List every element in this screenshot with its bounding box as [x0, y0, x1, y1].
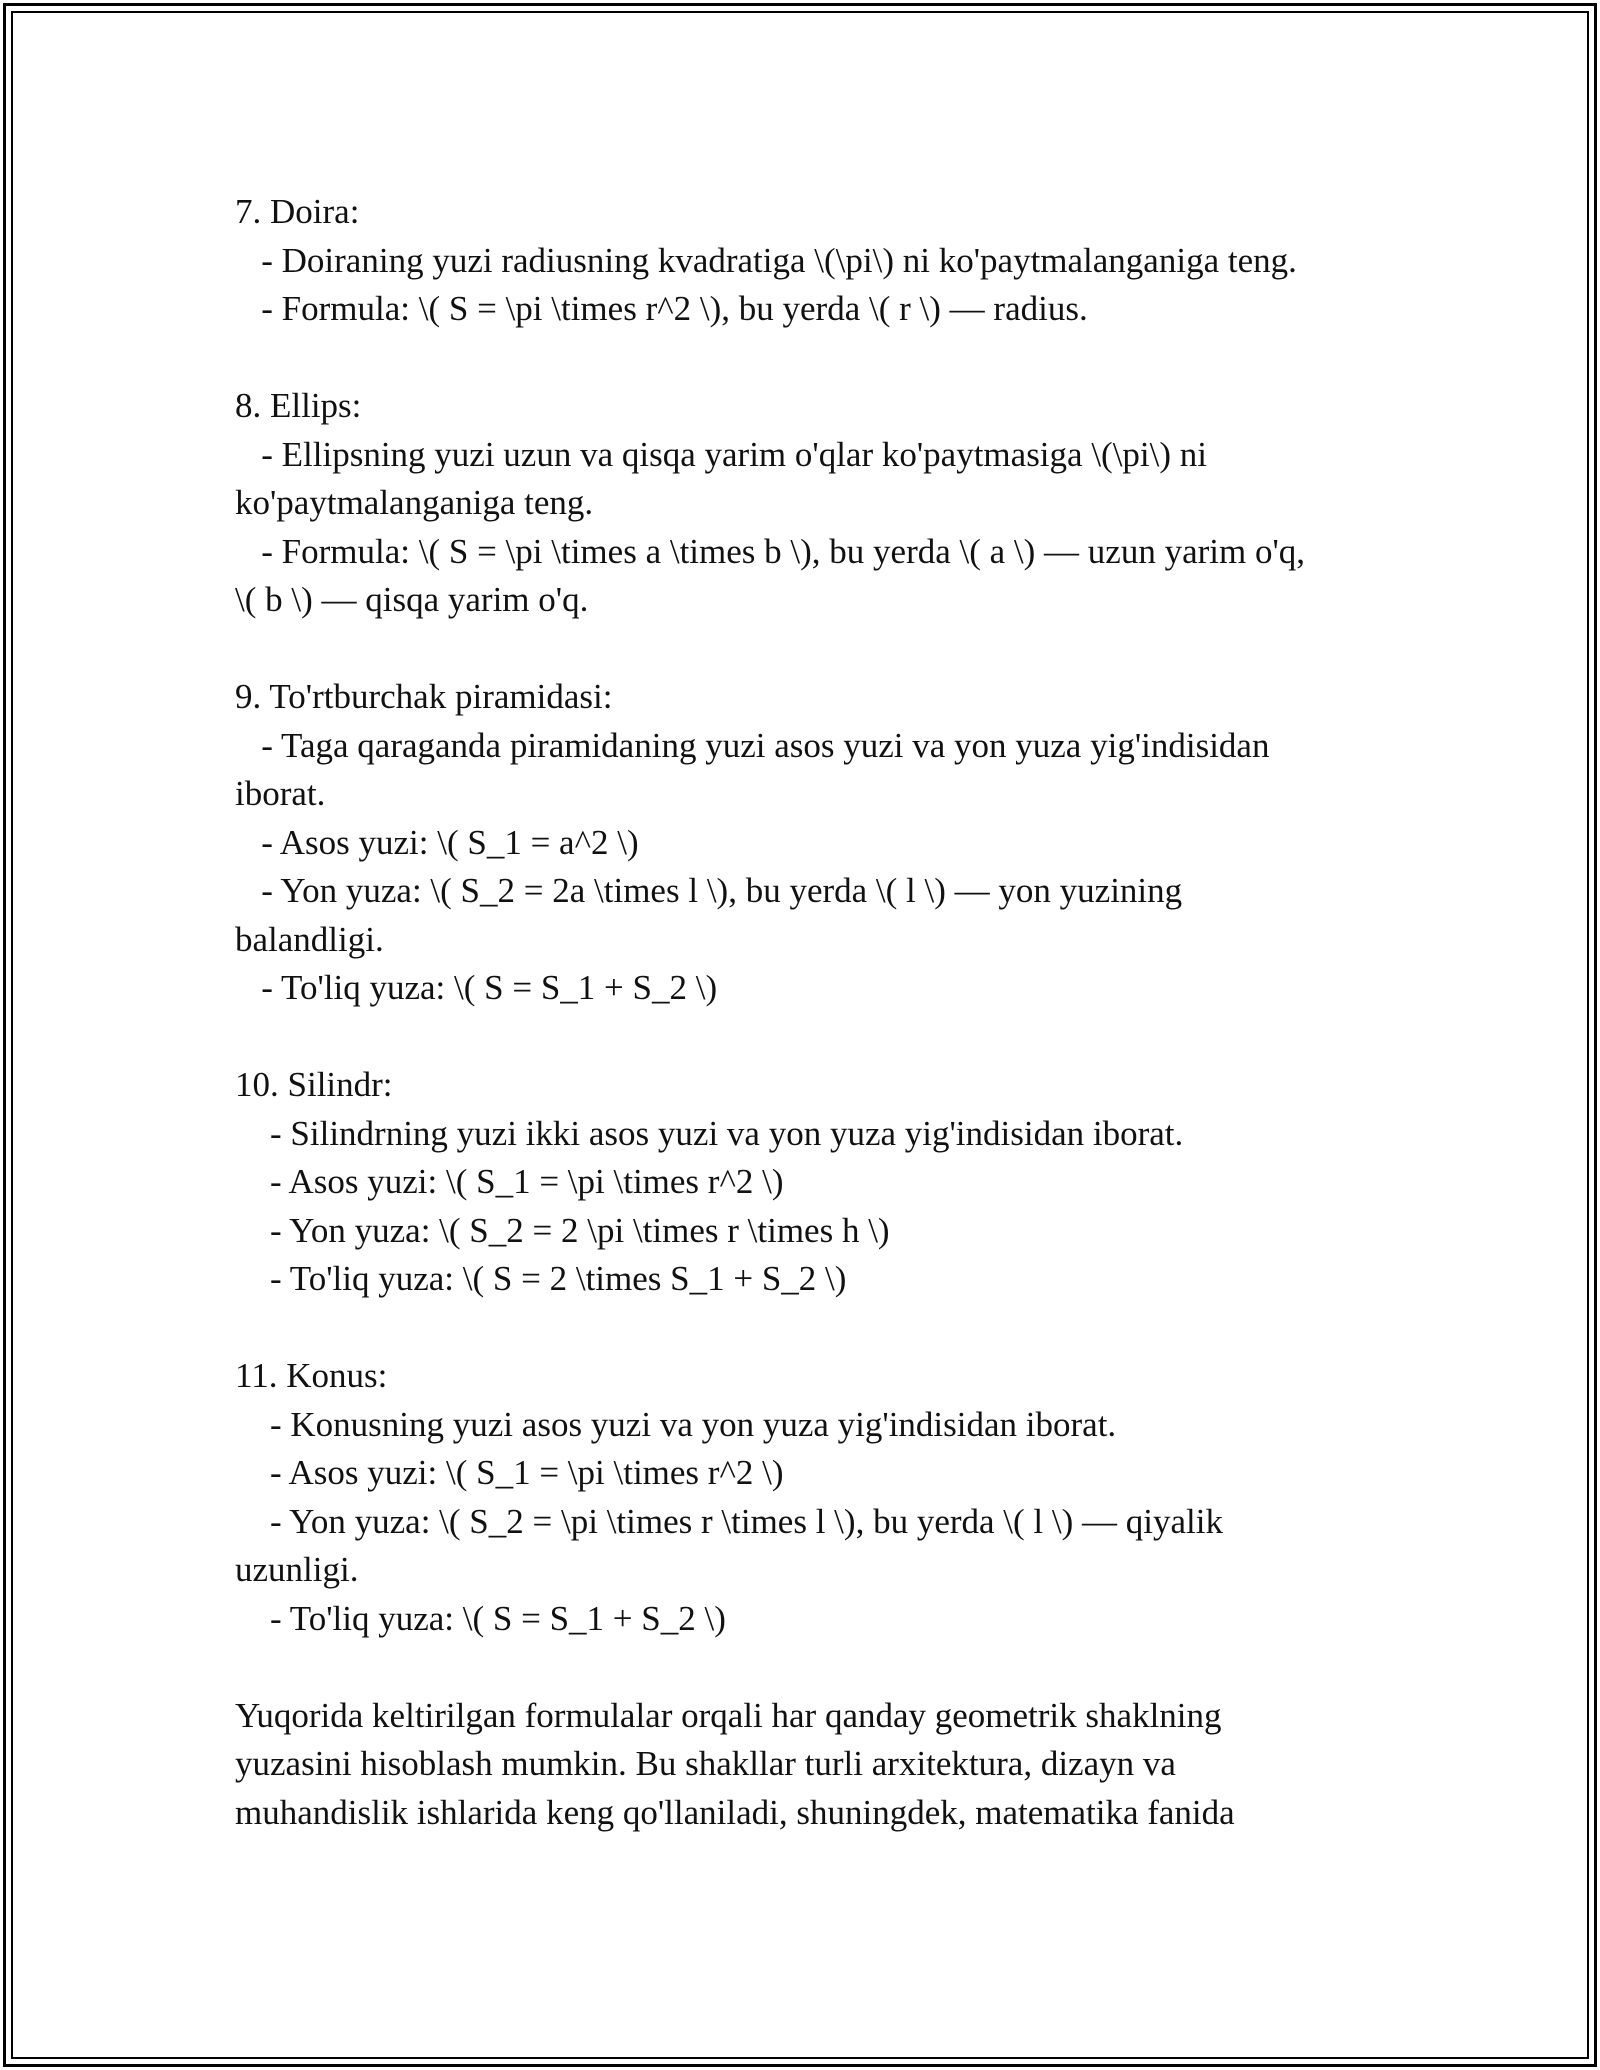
text-line: - Konusning yuzi asos yuzi va yon yuza yig'indisidan iborat. [235, 1404, 1117, 1444]
section-konus [235, 1352, 1370, 1643]
formula-line: - To'liq yuza: \( S = S_1 + S_2 \) [235, 1598, 726, 1638]
formula-line: - Asos yuzi: \( S_1 = a^2 \) [235, 822, 639, 862]
paragraph-gap [235, 1643, 1370, 1692]
text-line: ko'paytmalanganiga teng. [235, 483, 594, 522]
text-line: yuzasini hisoblash mumkin. Bu shakllar turli arxitektura, dizayn va [235, 1744, 1176, 1783]
formula-line: - Formula: \( S = \pi \times a \times b \), bu yerda \( a \) — uzun yarim o'q, [235, 531, 1306, 571]
section-piramida [235, 673, 1370, 1013]
formula-line: - Asos yuzi: \( S_1 = \pi \times r^2 \) [235, 1162, 784, 1201]
section-heading: 9. To'rtburchak piramidasi: [235, 677, 613, 716]
text-line: iborat. [235, 774, 326, 813]
formula-line: - To'liq yuza: \( S = 2 \times S_1 + S_2 \) [235, 1259, 847, 1298]
text-line: uzunligi. [235, 1550, 359, 1589]
paragraph-gap [235, 1013, 1370, 1062]
formula-line: - Formula: \( S = \pi \times r^2 \), bu yerda \( r \) — radius. [235, 289, 1088, 328]
section-heading: 10. Silindr: [235, 1065, 393, 1104]
section-heading: 11. Konus: [235, 1356, 388, 1395]
paragraph-gap [235, 625, 1370, 674]
formula-line: - To'liq yuza: \( S = S_1 + S_2 \) [235, 968, 718, 1007]
text-line: - Doiraning yuzi radiusning kvadratiga \(\pi\) ni ko'paytmalanganiga teng. [235, 240, 1297, 280]
text-line: - Silindrning yuzi ikki asos yuzi va yon yuza yig'indisidan iborat. [235, 1113, 1184, 1153]
section-ellips [235, 382, 1370, 625]
text-line: Yuqorida keltirilgan formulalar orqali har qanday geometrik shaklning [235, 1695, 1222, 1735]
section-silindr [235, 1061, 1370, 1304]
formula-line: - Yon yuza: \( S_2 = \pi \times r \times l \), bu yerda \( l \) — qiyalik [235, 1501, 1223, 1541]
text-line: - Taga qaraganda piramidaning yuzi asos yuzi va yon yuza yig'indisidan [235, 725, 1270, 765]
text-line: \( b \) — qisqa yarim o'q. [235, 580, 589, 619]
formula-line: - Yon yuza: \( S_2 = 2a \times l \), bu yerda \( l \) — yon yuzining [235, 871, 1183, 910]
text-line: muhandislik ishlarida keng qo'llaniladi, shuningdek, matematika fanida [235, 1792, 1235, 1832]
formula-line: - Yon yuza: \( S_2 = 2 \pi \times r \times h \) [235, 1210, 890, 1250]
text-line: - Ellipsning yuzi uzun va qisqa yarim o'qlar ko'paytmasiga \(\pi\) ni [235, 434, 1208, 474]
paragraph-gap [235, 334, 1370, 383]
section-doira [235, 188, 1370, 334]
paragraph-gap [235, 1304, 1370, 1353]
conclusion-paragraph [235, 1692, 1370, 1838]
text-line: balandligi. [235, 919, 384, 959]
formula-line: - Asos yuzi: \( S_1 = \pi \times r^2 \) [235, 1453, 784, 1492]
document-body [235, 188, 1370, 1837]
section-heading: 8. Ellips: [235, 386, 362, 425]
section-heading: 7. Doira: [235, 192, 360, 231]
